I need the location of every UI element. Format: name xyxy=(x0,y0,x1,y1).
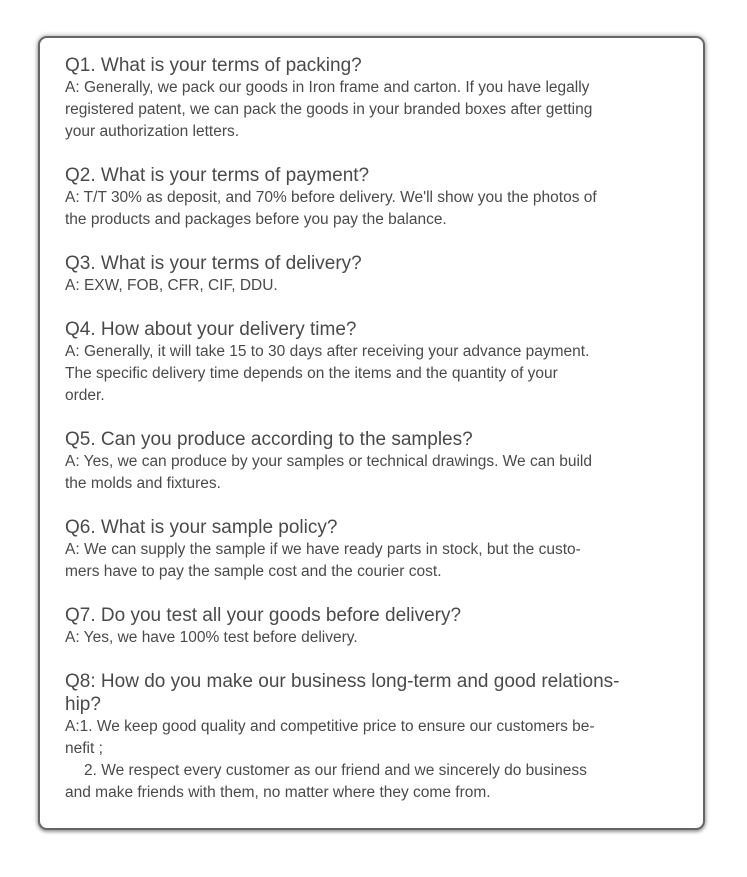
question-3: Q3. What is your terms of delivery? xyxy=(65,253,362,274)
faq-item-5 xyxy=(65,428,685,495)
answer-line: A: EXW, FOB, CFR, CIF, DDU. xyxy=(65,277,278,294)
faq-item-4 xyxy=(65,318,685,407)
faq-card xyxy=(38,36,705,830)
answer-line: the molds and fixtures. xyxy=(65,475,221,492)
question-line: Q8: How do you make our business long-term and good relations- xyxy=(65,671,620,692)
question-6: Q6. What is your sample policy? xyxy=(65,517,338,538)
answer-5 xyxy=(65,451,685,495)
answer-7 xyxy=(65,627,685,649)
faq-item-3 xyxy=(65,252,685,297)
question-line: hip? xyxy=(65,694,101,715)
answer-6 xyxy=(65,539,685,583)
answer-line: nefit ; xyxy=(65,740,103,757)
answer-line: A:1. We keep good quality and competitive price to ensure our customers be- xyxy=(65,718,595,735)
answer-8 xyxy=(65,716,685,804)
faq-item-1 xyxy=(65,54,685,143)
answer-line: The specific delivery time depends on the items and the quantity of your xyxy=(65,365,558,382)
answer-line: A: Generally, we pack our goods in Iron frame and carton. If you have legally xyxy=(65,79,590,96)
answer-2 xyxy=(65,187,685,231)
faq-item-7 xyxy=(65,604,685,649)
answer-line: A: Generally, it will take 15 to 30 days after receiving your advance payment. xyxy=(65,343,590,360)
question-4: Q4. How about your delivery time? xyxy=(65,319,357,340)
answer-line: and make friends with them, no matter where they come from. xyxy=(65,784,491,801)
answer-line: your authorization letters. xyxy=(65,123,240,140)
answer-line: A: Yes, we can produce by your samples or technical drawings. We can build xyxy=(65,453,592,470)
faq-item-6 xyxy=(65,516,685,583)
answer-3 xyxy=(65,275,685,297)
answer-line: mers have to pay the sample cost and the courier cost. xyxy=(65,563,442,580)
answer-line: A: Yes, we have 100% test before delivery. xyxy=(65,629,358,646)
answer-line: A: We can supply the sample if we have ready parts in stock, but the custo- xyxy=(65,541,581,558)
answer-line: 2. We respect every customer as our friend and we sincerely do business xyxy=(84,762,587,779)
question-2: Q2. What is your terms of payment? xyxy=(65,165,370,186)
answer-line: order. xyxy=(65,387,105,404)
question-5: Q5. Can you produce according to the samples? xyxy=(65,429,473,450)
question-8 xyxy=(65,670,685,716)
answer-line: A: T/T 30% as deposit, and 70% before delivery. We'll show you the photos of xyxy=(65,189,597,206)
answer-line: the products and packages before you pay the balance. xyxy=(65,211,447,228)
answer-4 xyxy=(65,341,685,407)
answer-1 xyxy=(65,77,685,143)
answer-line: registered patent, we can pack the goods in your branded boxes after getting xyxy=(65,101,593,118)
faq-item-8 xyxy=(65,670,685,804)
question-1: Q1. What is your terms of packing? xyxy=(65,55,362,76)
faq-item-2 xyxy=(65,164,685,231)
question-7: Q7. Do you test all your goods before delivery? xyxy=(65,605,462,626)
